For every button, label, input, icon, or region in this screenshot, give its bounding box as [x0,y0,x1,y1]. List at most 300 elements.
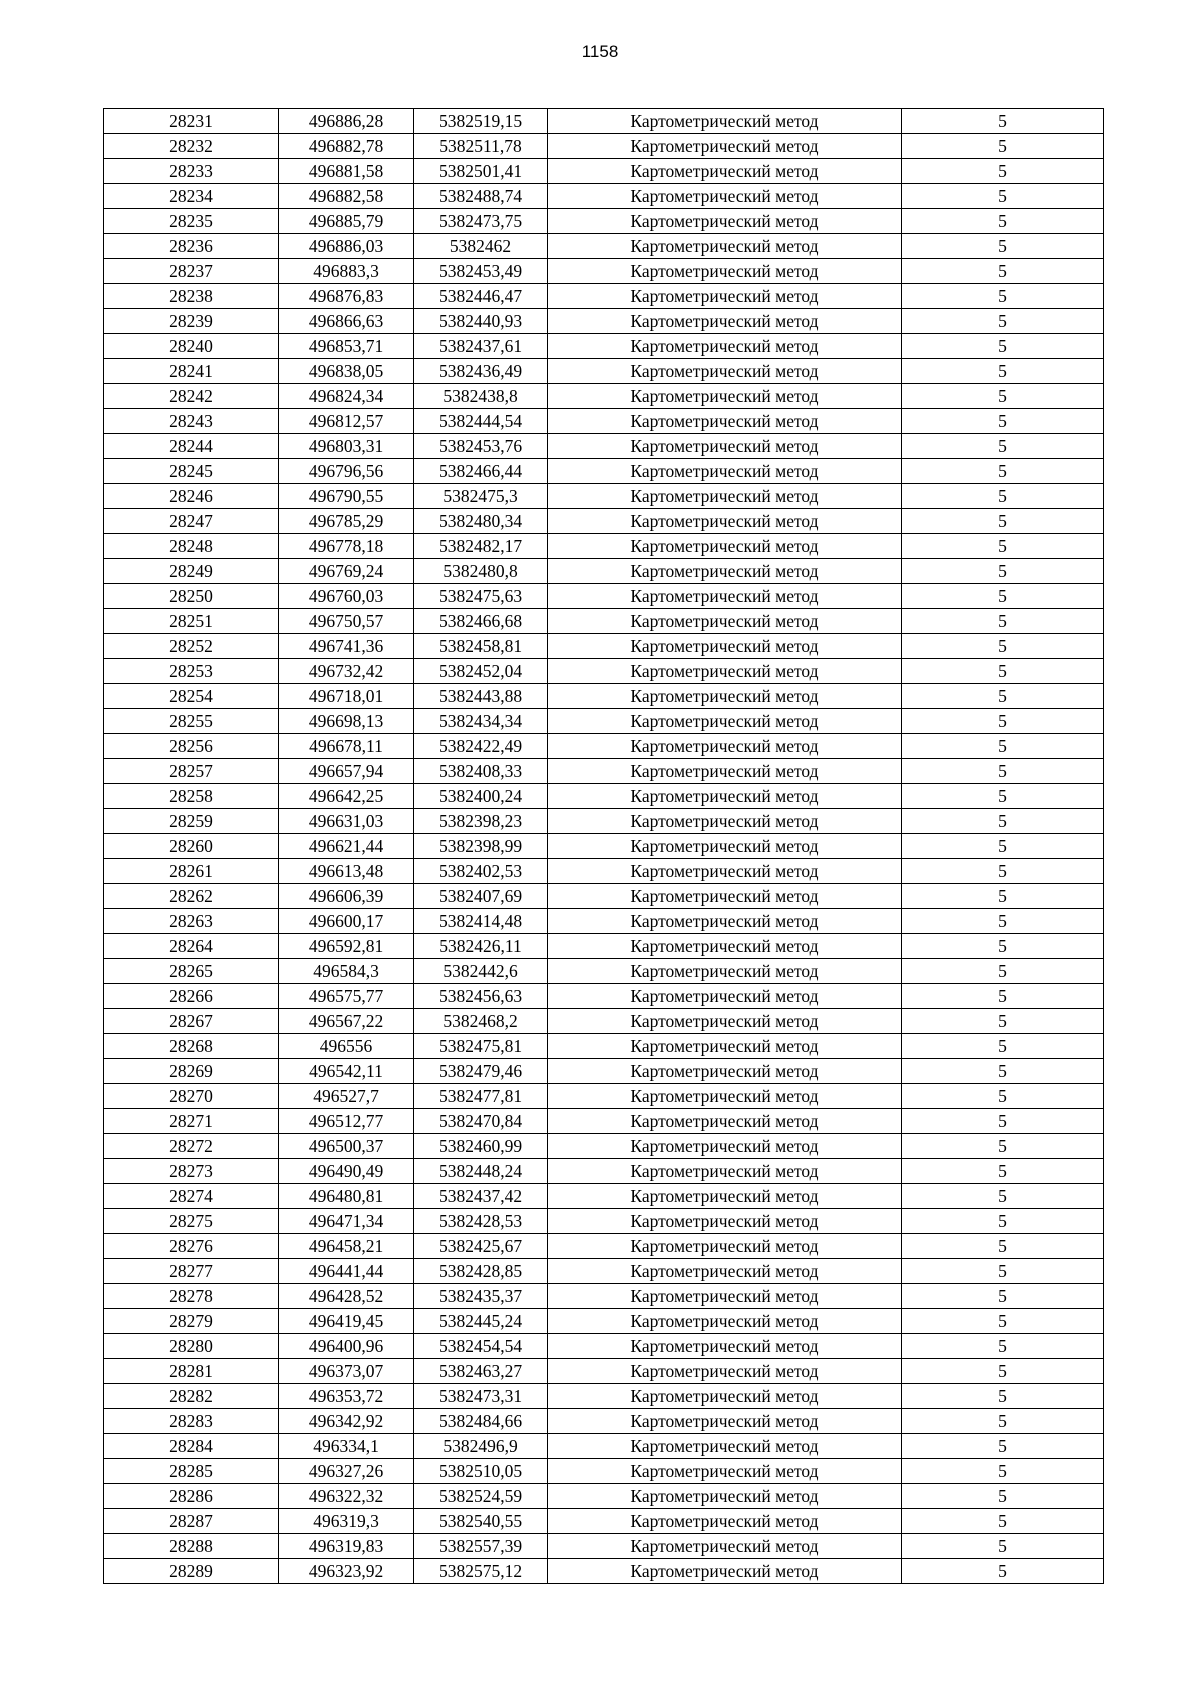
y-coordinate-cell: 5382452,04 [414,659,548,684]
point-number-cell: 28257 [104,759,279,784]
point-number-cell: 28238 [104,284,279,309]
accuracy-cell: 5 [902,1159,1104,1184]
point-number-cell: 28252 [104,634,279,659]
table-row [104,259,1104,284]
method-cell: Картометрический метод [548,1259,902,1284]
method-cell: Картометрический метод [548,634,902,659]
table-row [104,159,1104,184]
x-coordinate-cell: 496334,1 [279,1434,414,1459]
y-coordinate-cell: 5382519,15 [414,109,548,134]
method-cell: Картометрический метод [548,109,902,134]
x-coordinate-cell: 496575,77 [279,984,414,1009]
point-number-cell: 28289 [104,1559,279,1584]
accuracy-cell: 5 [902,459,1104,484]
coordinates-table-body [104,109,1104,1584]
accuracy-cell: 5 [902,759,1104,784]
accuracy-cell: 5 [902,484,1104,509]
accuracy-cell: 5 [902,359,1104,384]
x-coordinate-cell: 496441,44 [279,1259,414,1284]
method-cell: Картометрический метод [548,284,902,309]
point-number-cell: 28267 [104,1009,279,1034]
table-row [104,684,1104,709]
point-number-cell: 28268 [104,1034,279,1059]
method-cell: Картометрический метод [548,1459,902,1484]
y-coordinate-cell: 5382428,53 [414,1209,548,1234]
x-coordinate-cell: 496885,79 [279,209,414,234]
accuracy-cell: 5 [902,634,1104,659]
accuracy-cell: 5 [902,284,1104,309]
point-number-cell: 28266 [104,984,279,1009]
method-cell: Картометрический метод [548,884,902,909]
method-cell: Картометрический метод [548,1209,902,1234]
table-row [104,1084,1104,1109]
point-number-cell: 28277 [104,1259,279,1284]
point-number-cell: 28263 [104,909,279,934]
y-coordinate-cell: 5382453,76 [414,434,548,459]
method-cell: Картометрический метод [548,1134,902,1159]
x-coordinate-cell: 496881,58 [279,159,414,184]
x-coordinate-cell: 496642,25 [279,784,414,809]
point-number-cell: 28240 [104,334,279,359]
table-row [104,1134,1104,1159]
table-row [104,934,1104,959]
point-number-cell: 28280 [104,1334,279,1359]
method-cell: Картометрический метод [548,859,902,884]
table-row [104,134,1104,159]
y-coordinate-cell: 5382458,81 [414,634,548,659]
y-coordinate-cell: 5382480,34 [414,509,548,534]
table-row [104,559,1104,584]
point-number-cell: 28237 [104,259,279,284]
point-number-cell: 28246 [104,484,279,509]
y-coordinate-cell: 5382466,44 [414,459,548,484]
y-coordinate-cell: 5382475,81 [414,1034,548,1059]
accuracy-cell: 5 [902,784,1104,809]
table-row [104,109,1104,134]
table-row [104,734,1104,759]
table-row [104,859,1104,884]
accuracy-cell: 5 [902,684,1104,709]
table-row [104,1434,1104,1459]
method-cell: Картометрический метод [548,134,902,159]
y-coordinate-cell: 5382444,54 [414,409,548,434]
table-row [104,1484,1104,1509]
x-coordinate-cell: 496882,58 [279,184,414,209]
table-row [104,1509,1104,1534]
point-number-cell: 28287 [104,1509,279,1534]
accuracy-cell: 5 [902,309,1104,334]
table-row [104,1259,1104,1284]
x-coordinate-cell: 496480,81 [279,1184,414,1209]
accuracy-cell: 5 [902,909,1104,934]
point-number-cell: 28270 [104,1084,279,1109]
accuracy-cell: 5 [902,1484,1104,1509]
x-coordinate-cell: 496606,39 [279,884,414,909]
method-cell: Картометрический метод [548,1309,902,1334]
x-coordinate-cell: 496419,45 [279,1309,414,1334]
accuracy-cell: 5 [902,884,1104,909]
point-number-cell: 28239 [104,309,279,334]
y-coordinate-cell: 5382445,24 [414,1309,548,1334]
method-cell: Картометрический метод [548,484,902,509]
accuracy-cell: 5 [902,734,1104,759]
table-row [104,634,1104,659]
y-coordinate-cell: 5382400,24 [414,784,548,809]
table-row [104,809,1104,834]
method-cell: Картометрический метод [548,809,902,834]
y-coordinate-cell: 5382482,17 [414,534,548,559]
accuracy-cell: 5 [902,1259,1104,1284]
point-number-cell: 28256 [104,734,279,759]
table-row [104,1184,1104,1209]
point-number-cell: 28274 [104,1184,279,1209]
y-coordinate-cell: 5382434,34 [414,709,548,734]
x-coordinate-cell: 496353,72 [279,1384,414,1409]
y-coordinate-cell: 5382425,67 [414,1234,548,1259]
method-cell: Картометрический метод [548,1484,902,1509]
x-coordinate-cell: 496319,83 [279,1534,414,1559]
y-coordinate-cell: 5382466,68 [414,609,548,634]
accuracy-cell: 5 [902,1109,1104,1134]
accuracy-cell: 5 [902,659,1104,684]
method-cell: Картометрический метод [548,334,902,359]
method-cell: Картометрический метод [548,584,902,609]
y-coordinate-cell: 5382473,31 [414,1384,548,1409]
y-coordinate-cell: 5382524,59 [414,1484,548,1509]
point-number-cell: 28231 [104,109,279,134]
table-row [104,1534,1104,1559]
table-row [104,1209,1104,1234]
accuracy-cell: 5 [902,1309,1104,1334]
x-coordinate-cell: 496500,37 [279,1134,414,1159]
table-row [104,509,1104,534]
x-coordinate-cell: 496732,42 [279,659,414,684]
table-row [104,1034,1104,1059]
y-coordinate-cell: 5382443,88 [414,684,548,709]
table-row [104,984,1104,1009]
table-row [104,1559,1104,1584]
method-cell: Картометрический метод [548,1559,902,1584]
x-coordinate-cell: 496490,49 [279,1159,414,1184]
point-number-cell: 28236 [104,234,279,259]
point-number-cell: 28247 [104,509,279,534]
accuracy-cell: 5 [902,1534,1104,1559]
point-number-cell: 28262 [104,884,279,909]
x-coordinate-cell: 496760,03 [279,584,414,609]
table-row [104,459,1104,484]
accuracy-cell: 5 [902,159,1104,184]
y-coordinate-cell: 5382448,24 [414,1159,548,1184]
table-row [104,384,1104,409]
accuracy-cell: 5 [902,709,1104,734]
table-row [104,1459,1104,1484]
y-coordinate-cell: 5382468,2 [414,1009,548,1034]
method-cell: Картометрический метод [548,959,902,984]
x-coordinate-cell: 496812,57 [279,409,414,434]
y-coordinate-cell: 5382436,49 [414,359,548,384]
accuracy-cell: 5 [902,1009,1104,1034]
table-row [104,1359,1104,1384]
accuracy-cell: 5 [902,1409,1104,1434]
y-coordinate-cell: 5382475,63 [414,584,548,609]
point-number-cell: 28272 [104,1134,279,1159]
accuracy-cell: 5 [902,1084,1104,1109]
accuracy-cell: 5 [902,1434,1104,1459]
x-coordinate-cell: 496785,29 [279,509,414,534]
point-number-cell: 28278 [104,1284,279,1309]
accuracy-cell: 5 [902,559,1104,584]
x-coordinate-cell: 496718,01 [279,684,414,709]
y-coordinate-cell: 5382484,66 [414,1409,548,1434]
accuracy-cell: 5 [902,509,1104,534]
x-coordinate-cell: 496542,11 [279,1059,414,1084]
method-cell: Картометрический метод [548,359,902,384]
x-coordinate-cell: 496342,92 [279,1409,414,1434]
accuracy-cell: 5 [902,109,1104,134]
table-row [104,1334,1104,1359]
x-coordinate-cell: 496678,11 [279,734,414,759]
method-cell: Картометрический метод [548,234,902,259]
y-coordinate-cell: 5382454,54 [414,1334,548,1359]
method-cell: Картометрический метод [548,1084,902,1109]
point-number-cell: 28273 [104,1159,279,1184]
x-coordinate-cell: 496882,78 [279,134,414,159]
point-number-cell: 28242 [104,384,279,409]
method-cell: Картометрический метод [548,659,902,684]
point-number-cell: 28288 [104,1534,279,1559]
y-coordinate-cell: 5382473,75 [414,209,548,234]
method-cell: Картометрический метод [548,609,902,634]
method-cell: Картометрический метод [548,1434,902,1459]
accuracy-cell: 5 [902,1034,1104,1059]
accuracy-cell: 5 [902,1334,1104,1359]
y-coordinate-cell: 5382398,23 [414,809,548,834]
x-coordinate-cell: 496600,17 [279,909,414,934]
method-cell: Картометрический метод [548,534,902,559]
x-coordinate-cell: 496471,34 [279,1209,414,1234]
method-cell: Картометрический метод [548,709,902,734]
accuracy-cell: 5 [902,209,1104,234]
method-cell: Картометрический метод [548,434,902,459]
x-coordinate-cell: 496838,05 [279,359,414,384]
method-cell: Картометрический метод [548,509,902,534]
point-number-cell: 28275 [104,1209,279,1234]
x-coordinate-cell: 496698,13 [279,709,414,734]
method-cell: Картометрический метод [548,1184,902,1209]
y-coordinate-cell: 5382475,3 [414,484,548,509]
method-cell: Картометрический метод [548,1534,902,1559]
point-number-cell: 28285 [104,1459,279,1484]
x-coordinate-cell: 496803,31 [279,434,414,459]
x-coordinate-cell: 496319,3 [279,1509,414,1534]
accuracy-cell: 5 [902,809,1104,834]
accuracy-cell: 5 [902,1184,1104,1209]
x-coordinate-cell: 496458,21 [279,1234,414,1259]
y-coordinate-cell: 5382511,78 [414,134,548,159]
table-row [104,209,1104,234]
table-row [104,609,1104,634]
y-coordinate-cell: 5382479,46 [414,1059,548,1084]
x-coordinate-cell: 496886,03 [279,234,414,259]
x-coordinate-cell: 496556 [279,1034,414,1059]
point-number-cell: 28233 [104,159,279,184]
table-row [104,1384,1104,1409]
point-number-cell: 28261 [104,859,279,884]
x-coordinate-cell: 496657,94 [279,759,414,784]
table-row [104,534,1104,559]
y-coordinate-cell: 5382407,69 [414,884,548,909]
y-coordinate-cell: 5382453,49 [414,259,548,284]
table-row [104,659,1104,684]
accuracy-cell: 5 [902,934,1104,959]
accuracy-cell: 5 [902,534,1104,559]
method-cell: Картометрический метод [548,1384,902,1409]
accuracy-cell: 5 [902,1209,1104,1234]
point-number-cell: 28251 [104,609,279,634]
method-cell: Картометрический метод [548,1059,902,1084]
accuracy-cell: 5 [902,584,1104,609]
point-number-cell: 28254 [104,684,279,709]
table-row [104,184,1104,209]
x-coordinate-cell: 496790,55 [279,484,414,509]
table-row [104,334,1104,359]
y-coordinate-cell: 5382437,61 [414,334,548,359]
point-number-cell: 28249 [104,559,279,584]
accuracy-cell: 5 [902,259,1104,284]
method-cell: Картометрический метод [548,309,902,334]
table-row [104,584,1104,609]
x-coordinate-cell: 496592,81 [279,934,414,959]
x-coordinate-cell: 496853,71 [279,334,414,359]
accuracy-cell: 5 [902,984,1104,1009]
y-coordinate-cell: 5382460,99 [414,1134,548,1159]
point-number-cell: 28232 [104,134,279,159]
table-row [104,234,1104,259]
point-number-cell: 28235 [104,209,279,234]
point-number-cell: 28234 [104,184,279,209]
accuracy-cell: 5 [902,384,1104,409]
table-row [104,1309,1104,1334]
method-cell: Картометрический метод [548,1109,902,1134]
method-cell: Картометрический метод [548,459,902,484]
accuracy-cell: 5 [902,184,1104,209]
table-row [104,884,1104,909]
table-row [104,909,1104,934]
page-number: 1158 [581,42,619,61]
point-number-cell: 28271 [104,1109,279,1134]
table-row [104,434,1104,459]
accuracy-cell: 5 [902,234,1104,259]
point-number-cell: 28282 [104,1384,279,1409]
table-row [104,759,1104,784]
method-cell: Картометрический метод [548,259,902,284]
x-coordinate-cell: 496613,48 [279,859,414,884]
method-cell: Картометрический метод [548,1409,902,1434]
table-row [104,284,1104,309]
y-coordinate-cell: 5382414,48 [414,909,548,934]
x-coordinate-cell: 496769,24 [279,559,414,584]
x-coordinate-cell: 496883,3 [279,259,414,284]
y-coordinate-cell: 5382426,11 [414,934,548,959]
point-number-cell: 28259 [104,809,279,834]
y-coordinate-cell: 5382408,33 [414,759,548,784]
y-coordinate-cell: 5382488,74 [414,184,548,209]
x-coordinate-cell: 496631,03 [279,809,414,834]
y-coordinate-cell: 5382477,81 [414,1084,548,1109]
table-row [104,359,1104,384]
point-number-cell: 28269 [104,1059,279,1084]
accuracy-cell: 5 [902,1134,1104,1159]
point-number-cell: 28250 [104,584,279,609]
accuracy-cell: 5 [902,834,1104,859]
y-coordinate-cell: 5382446,47 [414,284,548,309]
table-row [104,1009,1104,1034]
point-number-cell: 28241 [104,359,279,384]
method-cell: Картометрический метод [548,934,902,959]
y-coordinate-cell: 5382540,55 [414,1509,548,1534]
table-row [104,784,1104,809]
point-number-cell: 28255 [104,709,279,734]
x-coordinate-cell: 496428,52 [279,1284,414,1309]
table-row [104,309,1104,334]
table-row [104,1284,1104,1309]
method-cell: Картометрический метод [548,684,902,709]
y-coordinate-cell: 5382462 [414,234,548,259]
table-row [104,834,1104,859]
method-cell: Картометрический метод [548,409,902,434]
point-number-cell: 28248 [104,534,279,559]
accuracy-cell: 5 [902,1234,1104,1259]
x-coordinate-cell: 496567,22 [279,1009,414,1034]
accuracy-cell: 5 [902,1384,1104,1409]
y-coordinate-cell: 5382480,8 [414,559,548,584]
method-cell: Картометрический метод [548,209,902,234]
y-coordinate-cell: 5382442,6 [414,959,548,984]
table-row [104,1234,1104,1259]
method-cell: Картометрический метод [548,1284,902,1309]
table-row [104,484,1104,509]
table-row [104,709,1104,734]
point-number-cell: 28260 [104,834,279,859]
method-cell: Картометрический метод [548,1359,902,1384]
x-coordinate-cell: 496584,3 [279,959,414,984]
accuracy-cell: 5 [902,959,1104,984]
y-coordinate-cell: 5382575,12 [414,1559,548,1584]
y-coordinate-cell: 5382496,9 [414,1434,548,1459]
point-number-cell: 28286 [104,1484,279,1509]
accuracy-cell: 5 [902,1559,1104,1584]
table-row [104,959,1104,984]
accuracy-cell: 5 [902,1059,1104,1084]
point-number-cell: 28284 [104,1434,279,1459]
table-row [104,1059,1104,1084]
method-cell: Картометрический метод [548,1034,902,1059]
accuracy-cell: 5 [902,859,1104,884]
x-coordinate-cell: 496373,07 [279,1359,414,1384]
y-coordinate-cell: 5382422,49 [414,734,548,759]
accuracy-cell: 5 [902,1284,1104,1309]
accuracy-cell: 5 [902,434,1104,459]
point-number-cell: 28265 [104,959,279,984]
y-coordinate-cell: 5382440,93 [414,309,548,334]
x-coordinate-cell: 496327,26 [279,1459,414,1484]
point-number-cell: 28243 [104,409,279,434]
x-coordinate-cell: 496750,57 [279,609,414,634]
x-coordinate-cell: 496741,36 [279,634,414,659]
method-cell: Картометрический метод [548,984,902,1009]
y-coordinate-cell: 5382428,85 [414,1259,548,1284]
point-number-cell: 28253 [104,659,279,684]
